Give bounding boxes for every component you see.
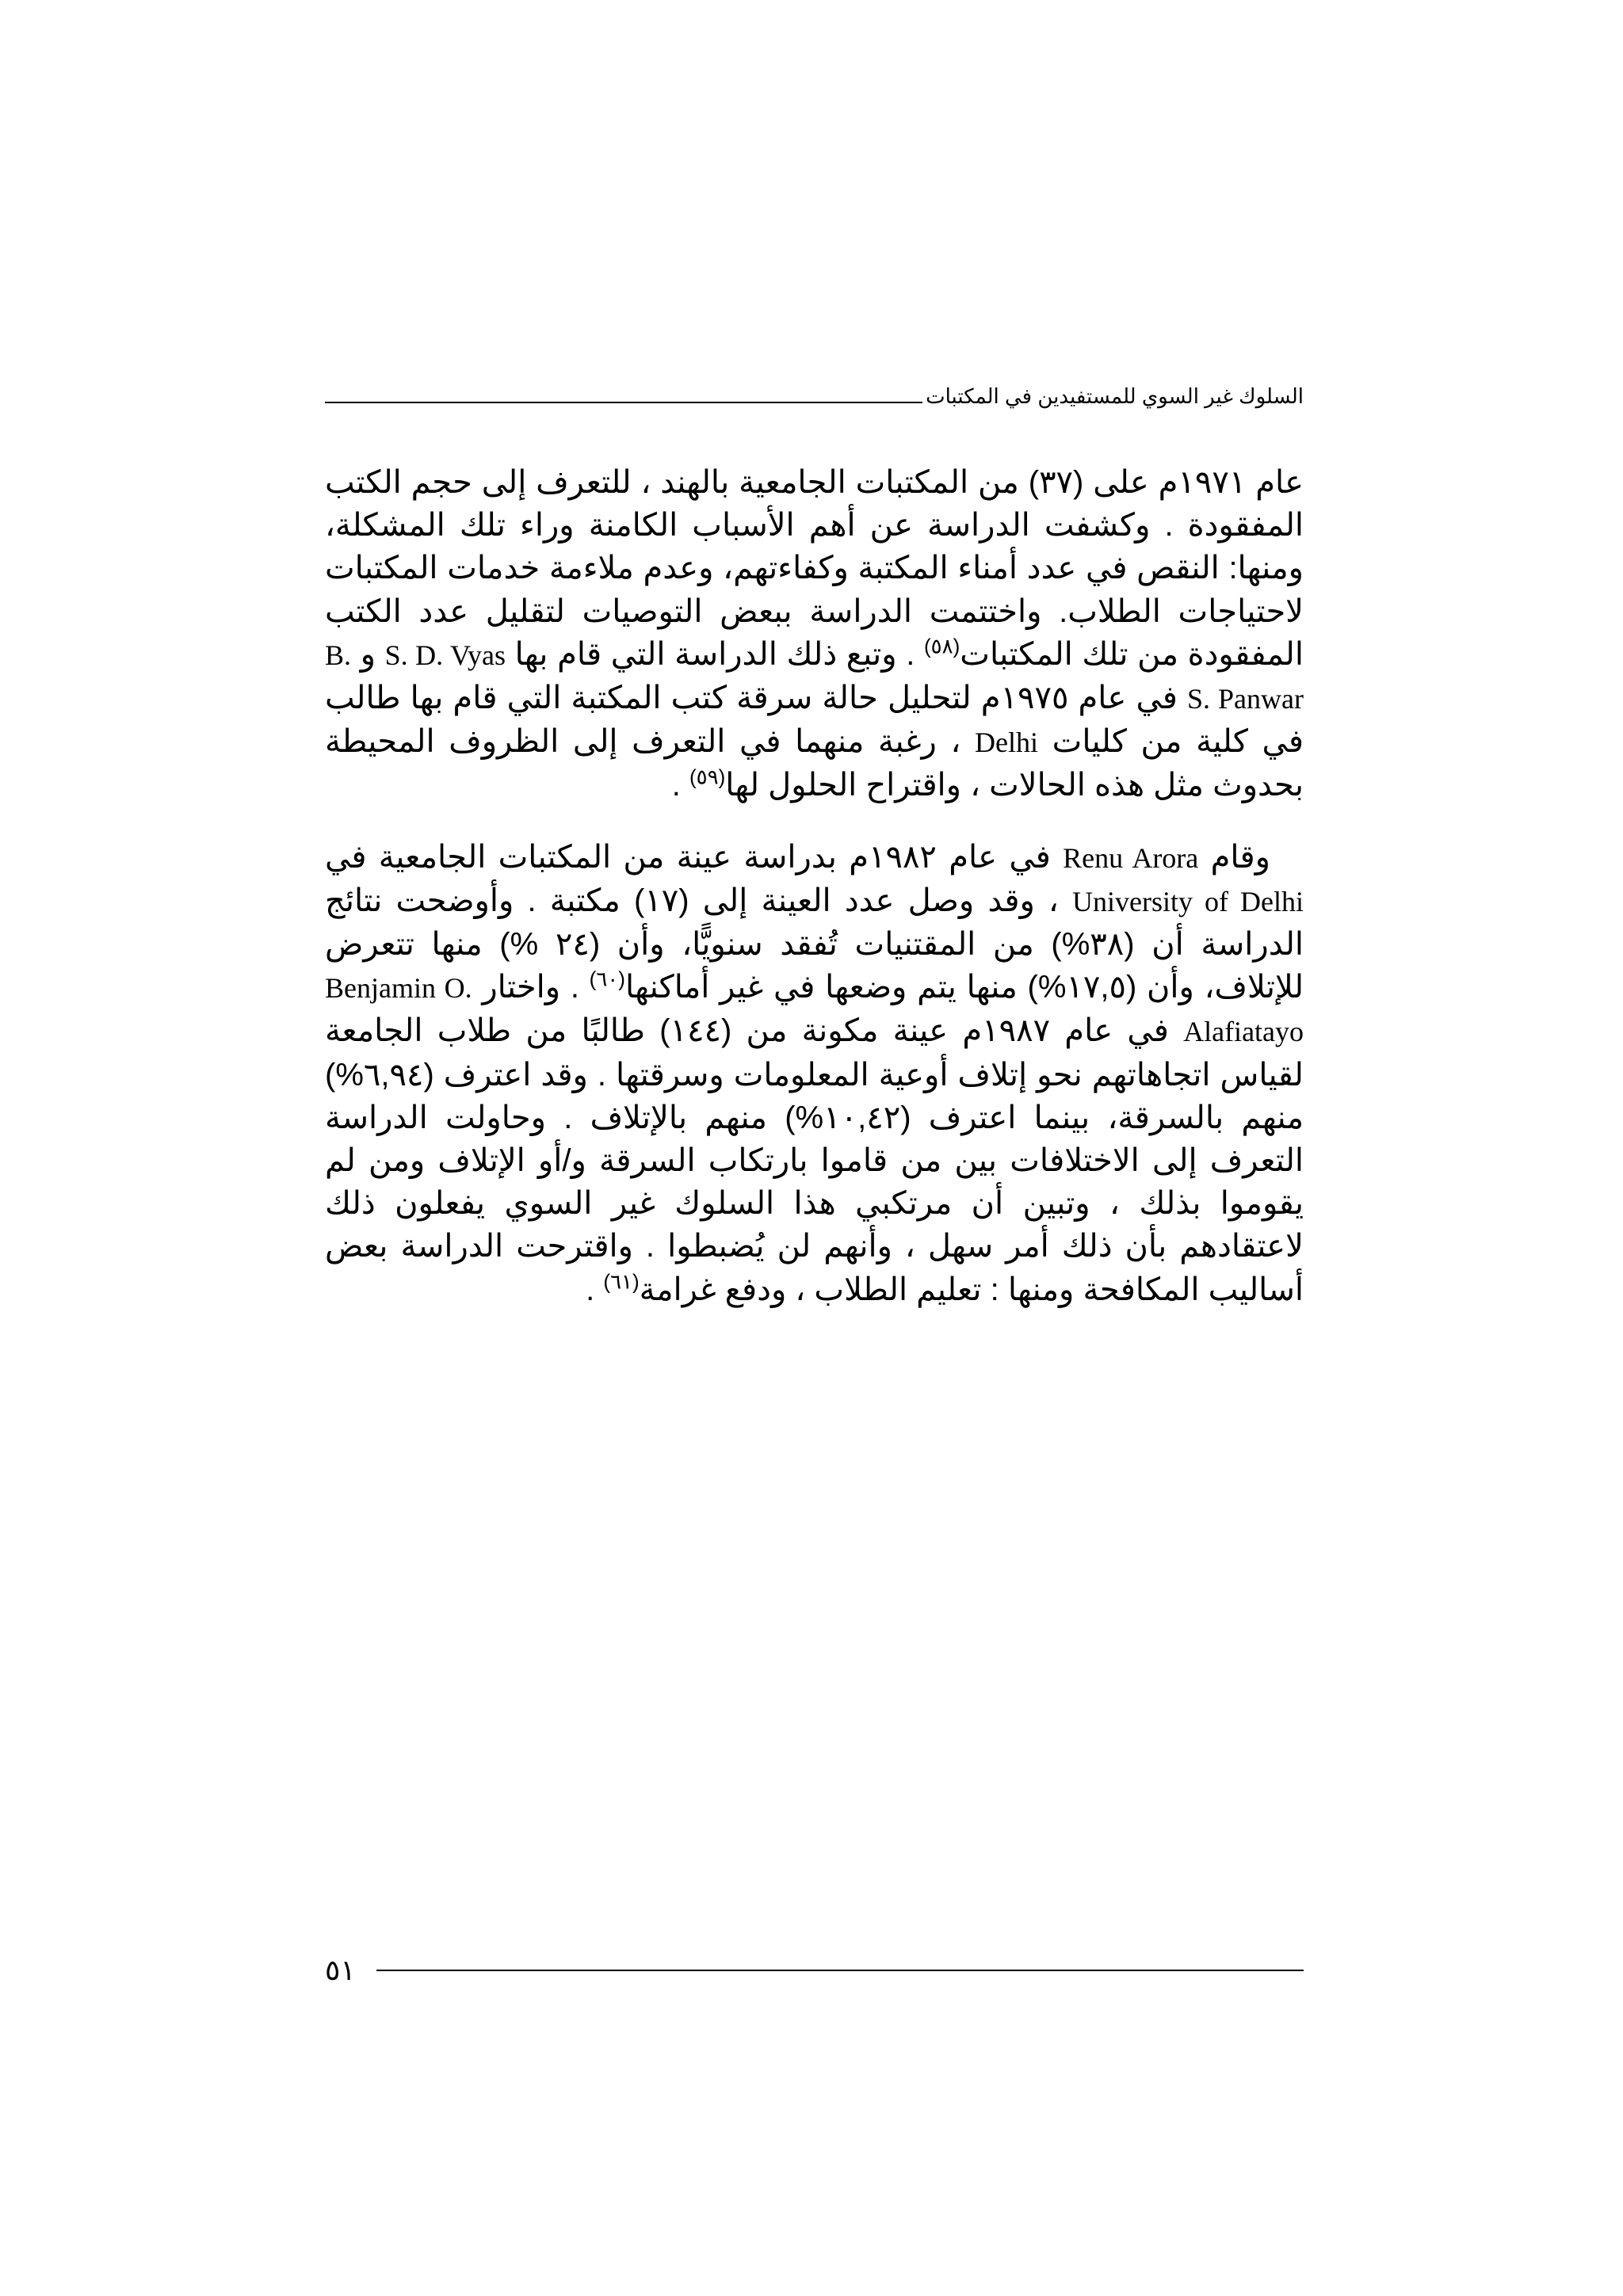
paragraph-2-text-5: في عام ١٩٨٧م عينة مكونة من (١٤٤) طالبًا من طلاب الجامعة لقياس اتجاهاتهم نحو إتلاف أوعية المعلومات وسرقتها . وقد اعترف (٦,٩٤%) منهم بالسرقة، بينما اعترف (١٠,٤٢%) منهم بالإتلاف . وحاولت الدراسة التعرف إلى الاختلافات بين من قاموا بارتكاب السرقة و/أو الإتلاف ومن لم يقوموا بذلك ، وتبين أن مرتكبي هذا السلوك غير السوي يفعلون ذلك لاعتقادهم بأن ذلك أمر سهل ، وأنهم لن يُضبطوا . واقترحت الدراسة بعض أساليب المكافحة ومنها : تعليم الطلاب ، ودفع غرامة [325,1013,1304,1307]
paragraph-2 [325,836,1304,1311]
paragraph-1-text-4: في عام ١٩٧٥م لتحليل حالة سرقة كتب المكتبة التي قام بها طالب في كلية من كليات [325,681,1304,760]
running-header-title: السلوك غير السوي للمستفيدين في المكتبات [926,384,1304,408]
page-number: ٥١ [325,1954,356,1986]
paragraph-2-text-6: . [586,1272,604,1307]
paragraph-1-text-2: . وتبع ذلك الدراسة التي قام بها [506,636,924,672]
paragraph-1 [325,461,1304,807]
running-header [325,376,1304,408]
paragraph-2-text-2: في عام ١٩٨٢م بدراسة عينة من المكتبات الجامعية في [325,839,1064,875]
paragraph-1-text-3: و [351,636,385,672]
header-rule [325,402,922,403]
footnote-ref-60: (٦٠) [589,967,625,991]
body-text [325,461,1304,1311]
paragraph-2-text-3: ، وقد وصل عدد العينة إلى (١٧) مكتبة . وأوضحت نتائج الدراسة أن (٣٨%) من المقتنيات تُفقد سنويًّا، وأن (٢٤ %) منها تتعرض للإتلاف، وأن (١٧,٥%) منها يتم وضعها في غير أماكنها [325,883,1304,1005]
place-name-delhi: Delhi [975,727,1039,759]
author-name-alafiatayo: Benjamin O. Alafiatayo [325,972,1304,1048]
footer-rule [376,1970,1304,1971]
author-name-arora: Renu Arora [1063,841,1199,874]
footnote-ref-58: (٥٨) [924,634,960,658]
paragraph-1-text-6: . [671,768,689,803]
author-name-vyas: S. D. Vyas [384,639,506,671]
paragraph-2-text-4: . واختار [472,970,590,1005]
university-name: University of Delhi [1071,885,1304,917]
paragraph-1-text-5: ، رغبة منهما في التعرف إلى الظروف المحيطة بحدوث مثل هذه الحالات ، واقتراح الحلول لها [325,724,1304,803]
paragraph-2-text-1: وقام [1198,839,1270,875]
author-name-panwar: B. S. Panwar [325,639,1304,715]
footnote-ref-59: (٥٩) [689,765,726,790]
footnote-ref-61: (٦١) [603,1269,640,1294]
paragraph-1-text-1: عام ١٩٧١م على (٣٧) من المكتبات الجامعية بالهند ، للتعرف إلى حجم الكتب المفقودة . وكشفت الدراسة عن أهم الأسباب الكامنة وراء تلك المشكلة، ومنها: النقص في عدد أمناء المكتبة وكفاءتهم، وعدم ملاءمة خدمات المكتبات لاحتياجات الطلاب. واختتمت الدراسة ببعض التوصيات لتقليل عدد الكتب المفقودة من تلك المكتبات [325,465,1304,672]
page-footer [325,1951,1304,1990]
